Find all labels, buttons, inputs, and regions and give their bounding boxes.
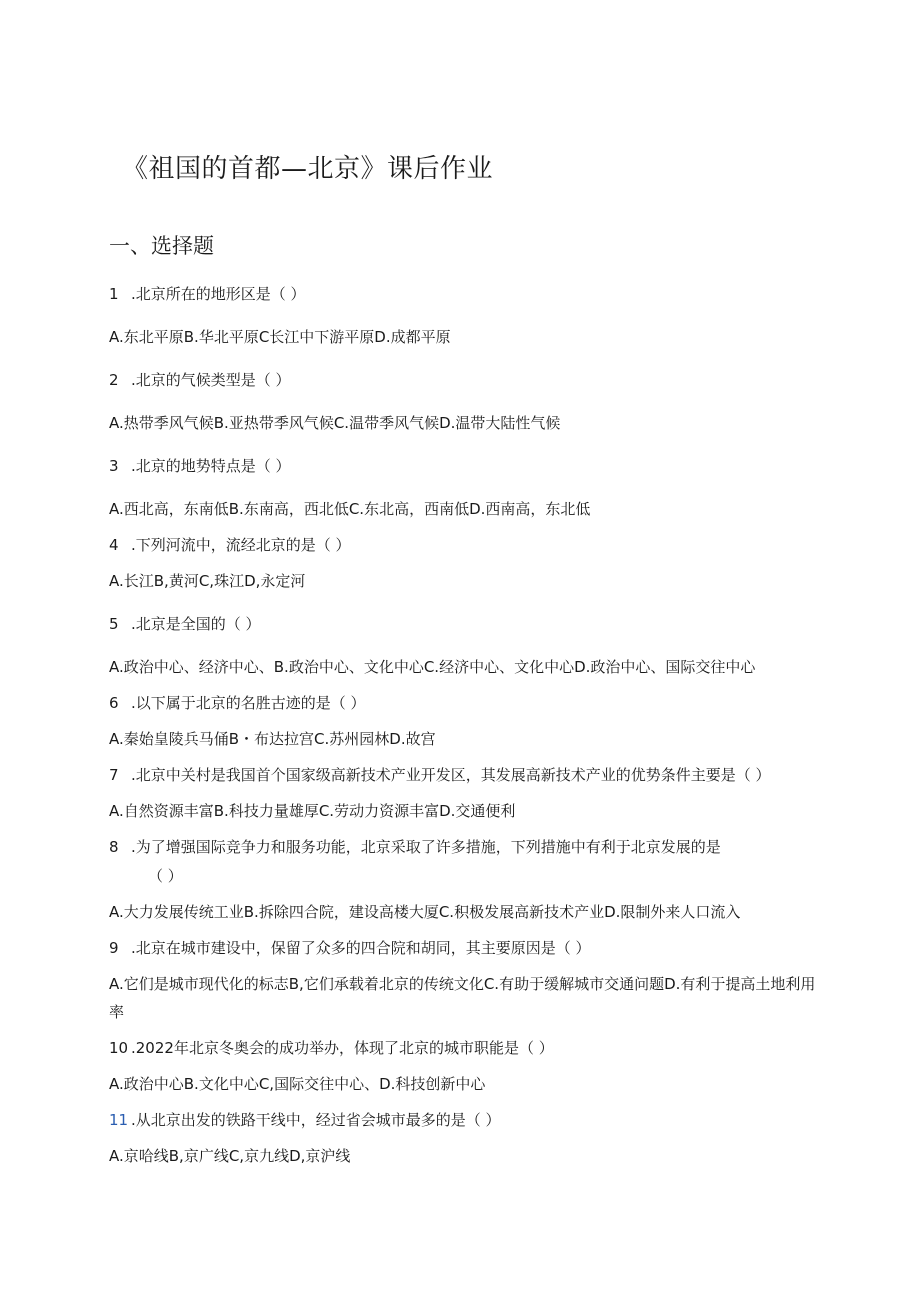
question-number: 7 [109,766,119,784]
question-stem: .2022年北京冬奥会的成功举办，体现了北京的城市职能是（ ） [131,1039,554,1057]
question-8-continuation: （ ） [148,867,183,885]
question-10 [109,1037,554,1059]
question-stem: .为了增强国际竞争力和服务功能，北京采取了许多措施，下列措施中有利于北京发展的是 [131,838,721,856]
question-number: 9 [109,939,119,957]
question-number: 11 [109,1111,129,1129]
question-stem: .北京的气候类型是（ ） [131,371,291,389]
question-2 [109,369,291,391]
question-stem: .北京在城市建设中，保留了众多的四合院和胡同，其主要原因是（ ） [131,939,591,957]
question-5-options: A.政治中心、经济中心、B.政治中心、文化中心C.经济中心、文化中心D.政治中心、国际交往中心 [109,658,756,676]
question-stem: .北京所在的地形区是（ ） [131,285,306,303]
question-9 [109,937,591,959]
question-stem: .北京中关村是我国首个国家级高新技术产业开发区，其发展高新技术产业的优势条件主要是（ ） [131,766,771,784]
section-heading: 一、选择题 [109,234,214,258]
question-8-options: A.大力发展传统工业B.拆除四合院，建设高楼大厦C.积极发展高新技术产业D.限制外来人口流入 [109,903,741,921]
question-9-options: A.它们是城市现代化的标志B,它们承载着北京的传统文化C.有助于缓解城市交通问题D.有利于提高土地利用率 [109,975,816,1021]
question-1-options: A.东北平原B.华北平原C长江中下游平原D.成都平原 [109,328,451,346]
question-6-options: A.秦始皇陵兵马俑B・布达拉宫C.苏州园林D.故宫 [109,730,436,748]
question-3-options: A.西北高，东南低B.东南高，西北低C.东北高，西南低D.西南高，东北低 [109,500,591,518]
question-8 [109,836,721,858]
question-stem: .北京是全国的（ ） [131,615,261,633]
question-2-options: A.热带季风气候B.亚热带季风气候C.温带季风气候D.温带大陆性气候 [109,414,561,432]
question-7-options: A.自然资源丰富B.科技力量雄厚C.劳动力资源丰富D.交通便利 [109,802,516,820]
question-1 [109,283,306,305]
question-number: 1 [109,285,119,303]
question-stem: .从北京出发的铁路干线中，经过省会城市最多的是（ ） [131,1111,501,1129]
question-4-options: A.长江B,黄河C,珠江D,永定河 [109,572,306,590]
page-title: 《祖国的首都—北京》课后作业 [122,154,494,184]
question-3 [109,455,291,477]
question-number: 5 [109,615,119,633]
question-5 [109,613,261,635]
question-11-options: A.京哈线B,京广线C,京九线D,京沪线 [109,1147,351,1165]
question-number: 10 [109,1039,129,1057]
question-4 [109,534,351,556]
question-stem: .以下属于北京的名胜古迹的是（ ） [131,694,366,712]
question-11 [109,1109,501,1131]
question-number: 2 [109,371,119,389]
question-number: 6 [109,694,119,712]
question-number: 4 [109,536,119,554]
question-10-options: A.政治中心B.文化中心C,国际交往中心、D.科技创新中心 [109,1075,486,1093]
question-number: 3 [109,457,119,475]
question-7 [109,764,771,786]
question-number: 8 [109,838,119,856]
question-stem: .北京的地势特点是（ ） [131,457,291,475]
question-stem: .下列河流中，流经北京的是（ ） [131,536,351,554]
question-6 [109,692,366,714]
